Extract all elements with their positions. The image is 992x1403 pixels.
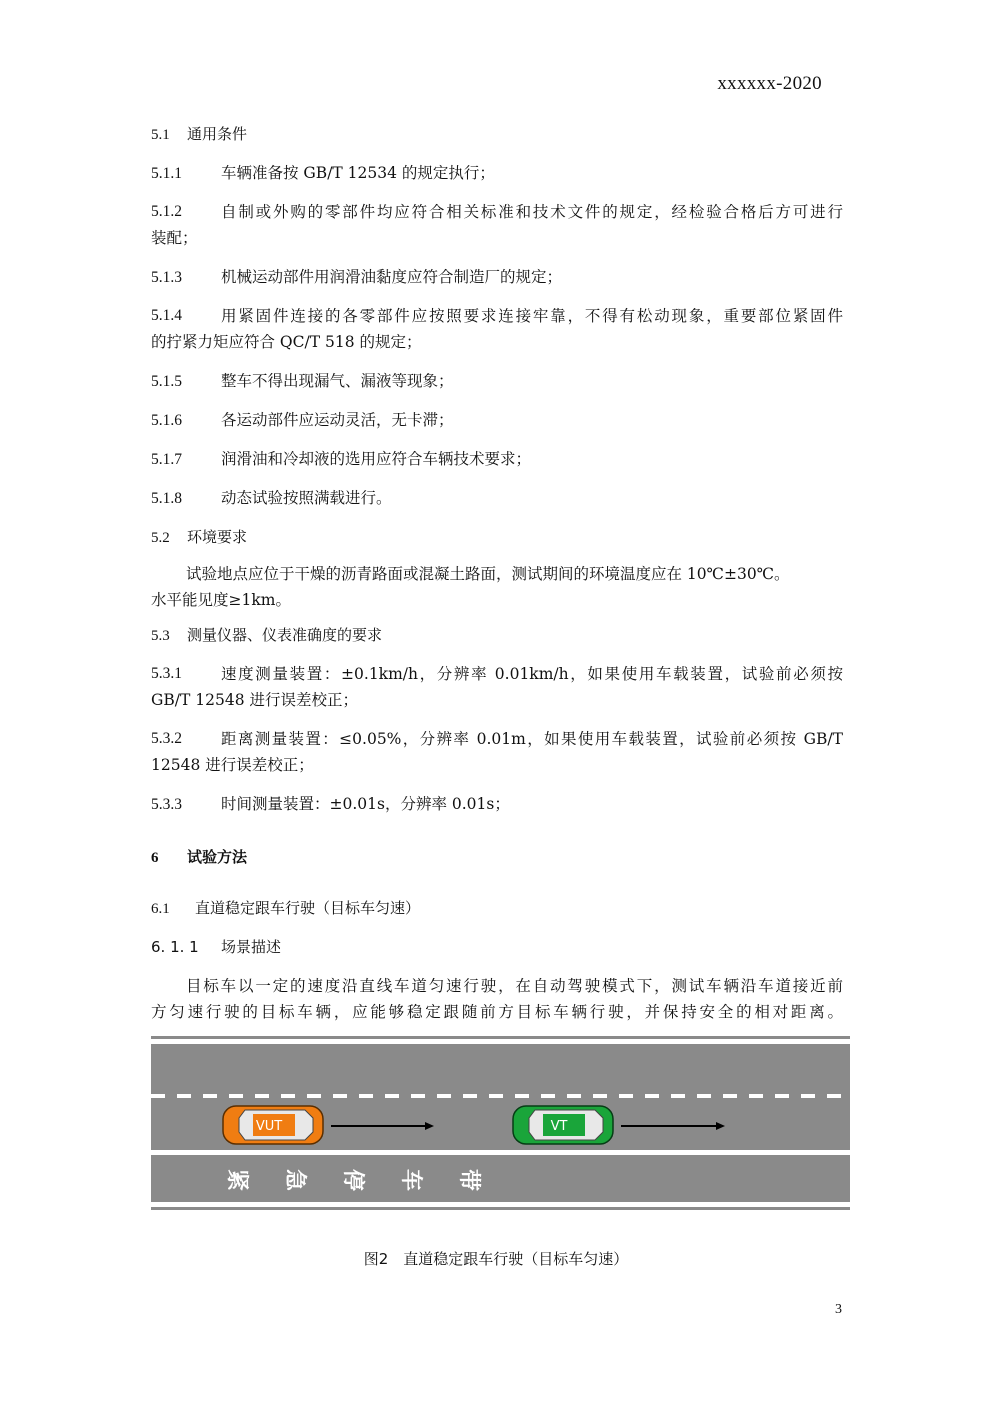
lane-marking-char: 紧 (224, 1168, 249, 1192)
env-requirement-line-2: 水平能见度≥1km。 (151, 591, 291, 609)
section-6-heading: 6 试验方法 (151, 848, 248, 866)
clause-5-1-3: 5.1.3 机械运动部件用润滑油黏度应符合制造厂的规定； (151, 268, 563, 286)
clause-5-1-1: 5.1.1 车辆准备按 GB/T 12534 的规定执行； (151, 164, 495, 182)
section-title: 通用条件 (187, 125, 248, 143)
env-requirement-line-1: 试验地点应位于干燥的沥青路面或混凝土路面，测试期间的环境温度应在 10℃±30℃。 (186, 565, 790, 583)
section-number: 5.1 (151, 127, 170, 143)
lane-marking-char: 车 (398, 1168, 423, 1192)
lane-marking-char: 带 (456, 1168, 481, 1192)
vut-car (223, 1106, 323, 1144)
clause-5-1-2: 5.1.2 自制或外购的零部件均应符合相关标准和技术文件的规定，经检验合格后方可进行 (151, 203, 843, 221)
clause-5-3-1-cont: GB/T 12548 进行误差校正； (151, 691, 358, 709)
document-id: xxxxxx-2020 (717, 73, 822, 94)
clause-5-3-2-cont: 12548 进行误差校正； (151, 756, 314, 774)
section-6-1-heading: 6.1 直道稳定跟车行驶（目标车匀速） (151, 899, 421, 917)
clause-5-3-3: 5.3.3 时间测量装置：±0.01s，分辨率 0.01s； (151, 795, 510, 813)
clause-5-1-5: 5.1.5 整车不得出现漏气、漏液等现象； (151, 372, 454, 390)
clause-5-1-6: 5.1.6 各运动部件应运动灵活，无卡滞； (151, 411, 454, 429)
road-scene-figure (151, 1036, 850, 1210)
clause-5-1-8: 5.1.8 动态试验按照满载进行。 (151, 489, 392, 507)
vt-car (513, 1106, 613, 1144)
clause-5-1-7: 5.1.7 润滑油和冷却液的选用应符合车辆技术要求； (151, 450, 532, 468)
scenario-line-2: 方匀速行驶的目标车辆，应能够稳定跟随前方目标车辆行驶，并保持安全的相对距离。 (151, 1003, 843, 1021)
lane-solid-line (151, 1150, 850, 1155)
section-5-3-heading: 5.3 测量仪器、仪表准确度的要求 (151, 626, 383, 644)
section-5-1-heading (151, 124, 843, 145)
clause-5-1-4: 5.1.4 用紧固件连接的各零部件应按照要求连接牢靠，不得有松动现象，重要部位紧固件 (151, 307, 843, 325)
lane-marking-char: 急 (282, 1168, 307, 1192)
clause-5-3-1: 5.3.1 速度测量装置：±0.1km/h，分辨率 0.01km/h，如果使用车载装置，试验前必须按 (151, 665, 843, 683)
scenario-line-1: 目标车以一定的速度沿直线车道匀速行驶，在自动驾驶模式下，测试车辆沿车道接近前 (186, 977, 843, 995)
section-5-2-heading: 5.2 环境要求 (151, 528, 248, 546)
vut-label: VUT (255, 1119, 283, 1134)
road-bottom-edge-line (151, 1202, 850, 1207)
clause-5-1-4-cont: 的拧紧力矩应符合 QC/T 518 的规定； (151, 333, 422, 351)
vt-label: VT (550, 1119, 568, 1134)
clause-5-1-2-cont: 装配； (151, 229, 198, 247)
road-top-edge-line (151, 1039, 850, 1044)
section-6-1-1-heading: 6. 1. 1 场景描述 (151, 938, 282, 956)
page-number: 3 (835, 1302, 842, 1317)
lane-marking-char: 停 (340, 1168, 365, 1192)
clause-5-3-2: 5.3.2 距离测量装置：≤0.05%，分辨率 0.01m，如果使用车载装置，试验前必须按 GB/T (151, 730, 843, 748)
figure-caption: 图2 直道稳定跟车行驶（目标车匀速） (363, 1250, 629, 1268)
